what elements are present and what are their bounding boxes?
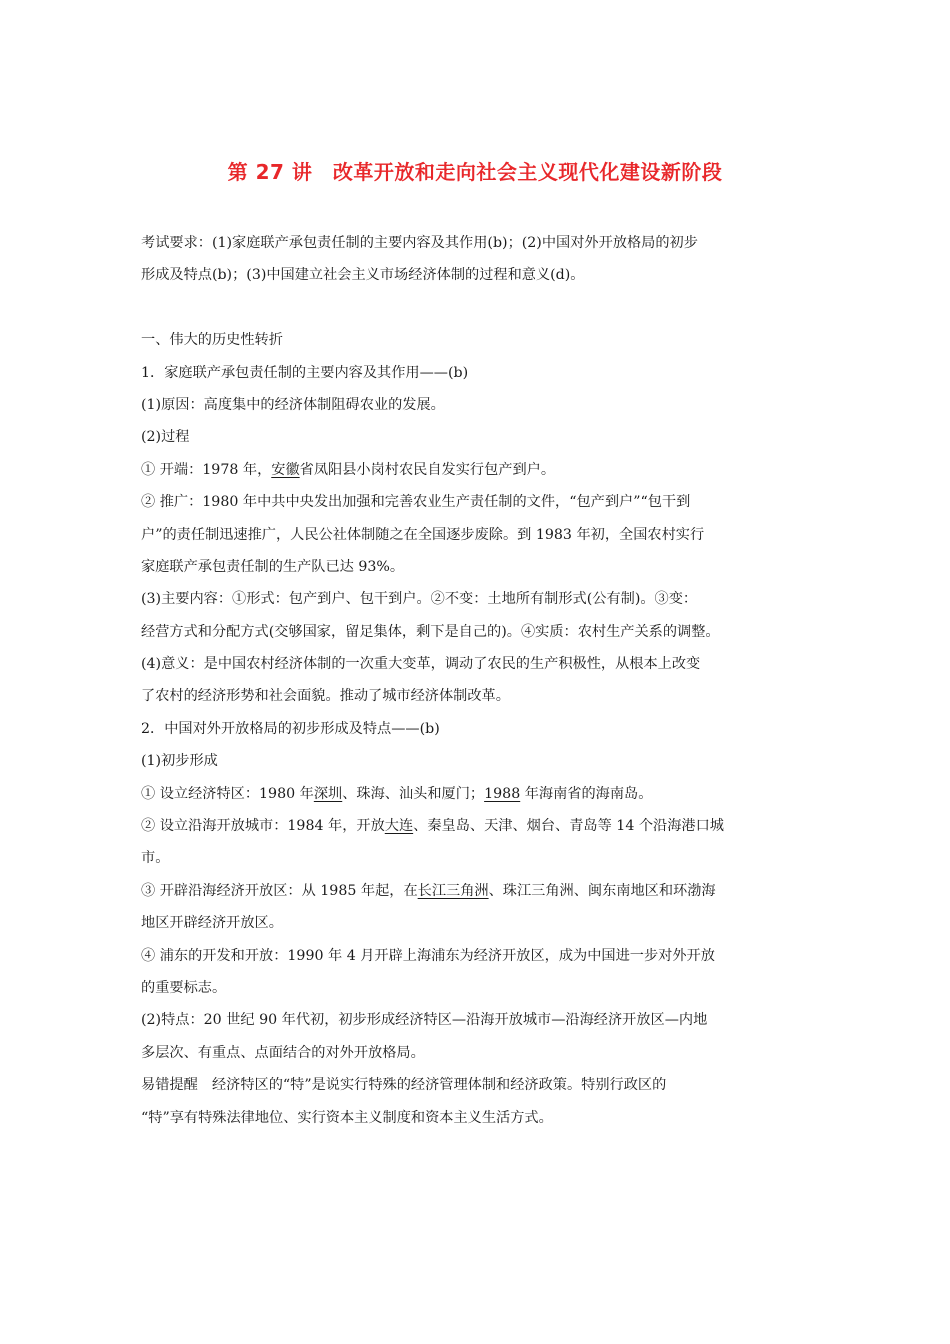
paragraph-zone-line-1 xyxy=(141,875,831,907)
document-body xyxy=(141,227,831,1134)
text-run: 省凤阳县小岗村农民自发实行包产到户。 xyxy=(299,461,556,478)
exam-requirements-line-1: 考试要求：(1)家庭联产承包责任制的主要内容及其作用(b)；(2)中国对外开放格局的初步 xyxy=(141,235,698,251)
paragraph-content-line-2: 经营方式和分配方式(交够国家，留足集体，剩下是自己的)。④实质：农村生产关系的调整。 xyxy=(141,623,720,640)
underlined-keyword: 深圳 xyxy=(313,785,343,802)
paragraph-feature-line-2: 多层次、有重点、点面结合的对外开放格局。 xyxy=(141,1044,425,1061)
paragraph-start xyxy=(141,454,831,486)
spacer xyxy=(141,292,831,324)
text-run: ② 设立沿海开放城市：1984 年，开放 xyxy=(141,818,385,835)
text-run: ① 设立经济特区：1980 年 xyxy=(141,785,314,802)
paragraph-process: (2)过程 xyxy=(141,429,190,446)
paragraph-pudong-line-2: 的重要标志。 xyxy=(141,979,227,996)
text-run: ① 开端：1978 年， xyxy=(141,461,272,478)
paragraph-meaning-line-2: 了农村的经济形势和社会面貌。推动了城市经济体制改革。 xyxy=(141,688,510,705)
item-title: 1．家庭联产承包责任制的主要内容及其作用——(b) xyxy=(141,364,469,381)
paragraph-sez xyxy=(141,778,831,810)
tip-line-1: 易错提醒 经济特区的“特”是说实行特殊的经济管理体制和经济政策。特别行政区的 xyxy=(141,1077,667,1094)
text-run: ③ 开辟沿海经济开放区：从 1985 年起，在 xyxy=(141,882,418,899)
page-title: 第 27 讲 改革开放和走向社会主义现代化建设新阶段 xyxy=(227,160,723,184)
section-heading: 一、伟大的历史性转折 xyxy=(141,332,283,349)
text-run: 、秦皇岛、天津、烟台、青岛等 14 个沿海港口城 xyxy=(413,818,724,835)
underlined-keyword: 长江三角洲 xyxy=(417,882,489,899)
paragraph-coastal-line-2: 市。 xyxy=(141,850,170,867)
text-run: 年海南省的海南岛。 xyxy=(520,785,653,802)
paragraph-promote-line-2: 户”的责任制迅速推广，人民公社体制随之在全国逐步废除。到 1983 年初，全国农村实行 xyxy=(141,526,705,543)
paragraph-cause: (1)原因：高度集中的经济体制阻碍农业的发展。 xyxy=(141,396,445,413)
paragraph-meaning-line-1: (4)意义：是中国农村经济体制的一次重大变革，调动了农民的生产积极性，从根本上改变 xyxy=(141,656,701,673)
paragraph-feature-line-1: (2)特点：20 世纪 90 年代初，初步形成经济特区—沿海开放城市—沿海经济开放区—内地 xyxy=(141,1012,708,1029)
underlined-keyword: 1988 xyxy=(484,785,521,802)
paragraph-zone-line-2: 地区开辟经济开放区。 xyxy=(141,915,283,932)
text-run: 、珠江三角洲、闽东南地区和环渤海 xyxy=(488,882,716,899)
underlined-keyword: 大连 xyxy=(384,818,414,835)
tip-line-2: “特”享有特殊法律地位、实行资本主义制度和资本主义生活方式。 xyxy=(141,1109,553,1126)
paragraph-formation: (1)初步形成 xyxy=(141,753,218,770)
item-title: 2．中国对外开放格局的初步形成及特点——(b) xyxy=(141,720,440,737)
paragraph-pudong-line-1: ④ 浦东的开发和开放：1990 年 4 月开辟上海浦东为经济开放区，成为中国进一步对外开放 xyxy=(141,947,715,964)
paragraph-coastal-line-1 xyxy=(141,810,831,842)
paragraph-promote-line-3: 家庭联产承包责任制的生产队已达 93%。 xyxy=(141,558,405,575)
paragraph-content-line-1: (3)主要内容：①形式：包产到户、包干到户。②不变：土地所有制形式(公有制)。③变： xyxy=(141,591,698,608)
underlined-keyword: 安徽 xyxy=(271,461,300,478)
paragraph-promote-line-1: ② 推广：1980 年中共中央发出加强和完善农业生产责任制的文件，“包产到户”“包干到 xyxy=(141,494,691,511)
text-run: 、珠海、汕头和厦门； xyxy=(342,785,485,802)
exam-requirements-line-2: 形成及特点(b)；(3)中国建立社会主义市场经济体制的过程和意义(d)。 xyxy=(141,267,585,284)
